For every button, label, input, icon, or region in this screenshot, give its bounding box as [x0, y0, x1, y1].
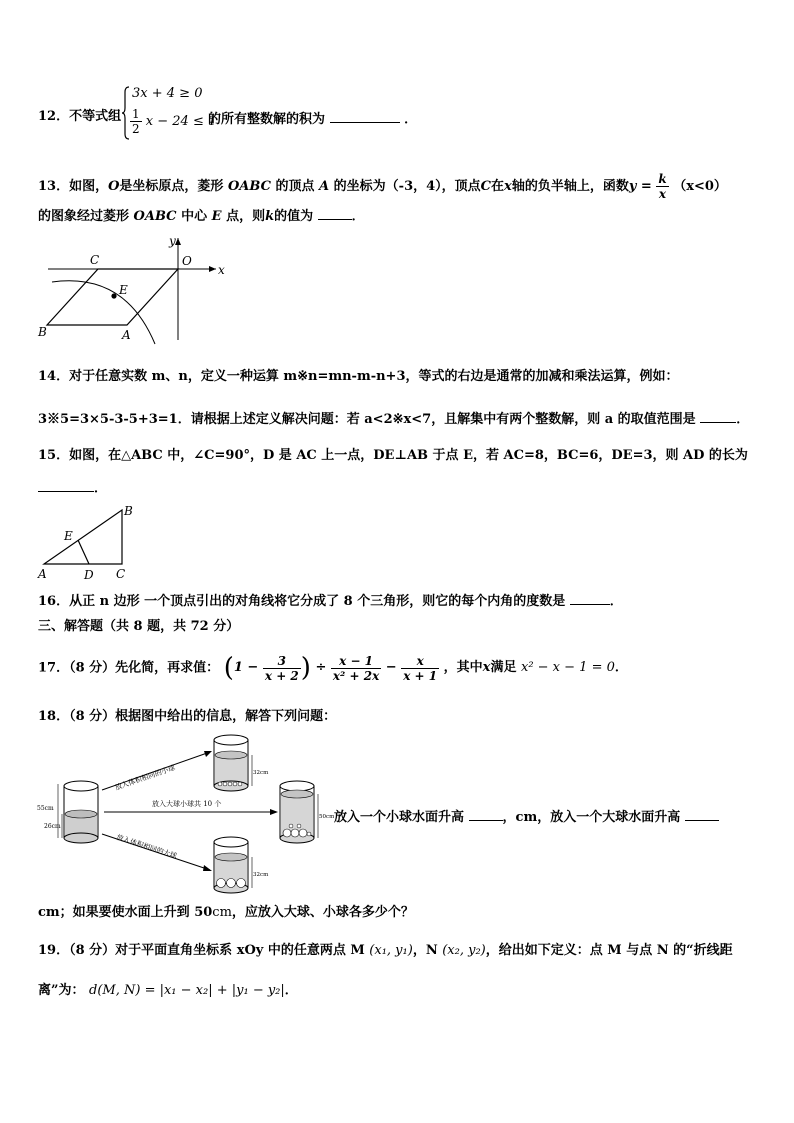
q12-tail: 的所有整数解的积为 ． — [208, 112, 418, 127]
q15-line2: ． — [38, 480, 107, 498]
q19-line1: 19．（8 分）对于平面直角坐标系 xOy 中的任意两点 M (x₁, y₁)，N (x₂, y₂)，给出如下定义：点 M 与点 N 的“折线距 — [38, 943, 733, 958]
q13-k-over-x: $\frac{k}{x}$ — [658, 172, 667, 201]
y-axis-arrow — [175, 238, 181, 245]
q12-system-brace — [122, 86, 128, 138]
label-32cm-top: 32cm — [253, 770, 269, 776]
q18-intro: 18．（8 分）根据图中给出的信息，解答下列问题： — [38, 709, 337, 724]
arrow-bot-label: 放入体积相同的大球 — [115, 833, 178, 861]
label-c: C — [116, 567, 126, 581]
q13-line1: 13．如图，O是坐标原点，菱形 OABC 的顶点 A 的坐标为（-3，4），顶点C在x轴的负半轴上，函数y = $\frac{k}{x}$ （x<0） — [38, 172, 727, 201]
q13-line2: 的图象经过菱形 OABC 中心 E 点，则k的值为 ． — [38, 209, 365, 224]
q18-figure — [34, 730, 334, 900]
x-axis-arrow — [209, 266, 216, 272]
q18-big-ball-blank[interactable] — [685, 820, 719, 821]
label-y: y — [169, 234, 176, 248]
label-c: C — [90, 253, 100, 267]
q14-line1: 14．对于任意实数 m、n，定义一种运算 m※n=mn-m-n+3，等式的右边是通常的加减和乘法运算，例如： — [38, 369, 679, 384]
q17-fraction-2: $\frac{x - 1}{\text{x² + 2x}}$ — [332, 653, 380, 683]
q13-answer-blank[interactable] — [318, 219, 352, 220]
q12-half-fraction: $\frac{1}{2}$ — [132, 107, 140, 136]
label-b: B — [124, 504, 133, 518]
point-e — [111, 293, 116, 298]
cylinder-small-balls — [214, 735, 248, 791]
q16-answer-blank[interactable] — [570, 604, 610, 605]
label-x: x — [218, 263, 225, 277]
arrow-mid-label: 放入大球小球共 10 个 — [152, 800, 222, 808]
triangle-abc — [44, 510, 122, 564]
q15-line1: 15．如图，在△ABC 中，∠C=90°，D 是 AC 上一点，DE⊥AB 于点 E，若 AC=8，BC=6，DE=3，则 AD 的长为 — [38, 448, 748, 463]
label-e: E — [64, 529, 73, 543]
q17: 17．（8 分）先化简，再求值： (1 − $\frac{3}{x + 2}$ ) ÷ $\frac{x - 1}{\text{x² + 2x}}$ − $\frac{x}{x + 1}$ ，其中x满足 x² − x − 1 = 0． — [38, 653, 628, 683]
q12-inequality-2: $\frac{1}{2}$ x − 24 ≤ 1 — [132, 107, 217, 136]
q15-answer-blank[interactable] — [38, 491, 94, 492]
label-b: B — [38, 325, 47, 339]
label-32cm-bottom: 32cm — [253, 872, 269, 878]
q12-answer-blank[interactable] — [330, 122, 400, 123]
label-o: O — [182, 254, 192, 268]
paren-open: ( — [223, 653, 234, 683]
cylinder-start — [64, 781, 98, 843]
q15-figure — [34, 502, 144, 584]
q14-line2: 3※5=3×5-3-5+3=1．请根据上述定义解决问题：若 a<2※x<7，且解集中有两个整数解，则 a 的取值范围是 ． — [38, 412, 750, 427]
q19-line2: 离”为： d(M, N) = |x₁ − x₂| + |y₁ − y₂|． — [38, 983, 298, 998]
q12-number: 12．不等式组 — [38, 109, 122, 124]
q18-side-text: 放入一个小球水面升高 ，cm，放入一个大球水面升高 — [334, 806, 719, 825]
label-55cm: 55cm — [37, 805, 54, 812]
label-26cm: 26cm — [44, 823, 61, 830]
paren-close: ) — [300, 653, 311, 683]
q14-answer-blank[interactable] — [700, 422, 736, 423]
q17-fraction-3: $\frac{x}{x + 1}$ — [403, 653, 438, 683]
label-d: D — [84, 568, 94, 582]
cylinder-mixed-balls — [280, 781, 314, 843]
q12-inequality-1: 3x + 4 ≥ 0 — [132, 86, 203, 101]
label-a: A — [38, 567, 47, 581]
segment-de — [78, 540, 89, 564]
q12 — [38, 108, 121, 126]
cylinder-big-balls — [214, 837, 248, 893]
q13-figure — [30, 232, 240, 350]
q17-fraction-1: $\frac{3}{x + 2}$ — [264, 653, 299, 683]
q16: 16．从正 n 边形 一个顶点引出的对角线将它分成了 8 个三角形，则它的每个内角的度数是 ． — [38, 594, 623, 609]
brace-icon — [122, 86, 130, 140]
section-3-heading: 三、解答题（共 8 题，共 72 分） — [38, 619, 240, 634]
arrow-top-label: 放入体积相同的小球 — [114, 763, 177, 792]
hyperbola-curve — [52, 281, 155, 344]
label-e: E — [119, 283, 128, 297]
q18-small-ball-blank[interactable] — [469, 820, 503, 821]
q18-line2: cm；如果要使水面上升到 50cm，应放入大球、小球各多少个？ — [38, 905, 414, 920]
label-50cm: 50cm — [319, 814, 334, 820]
label-a: A — [122, 328, 131, 342]
